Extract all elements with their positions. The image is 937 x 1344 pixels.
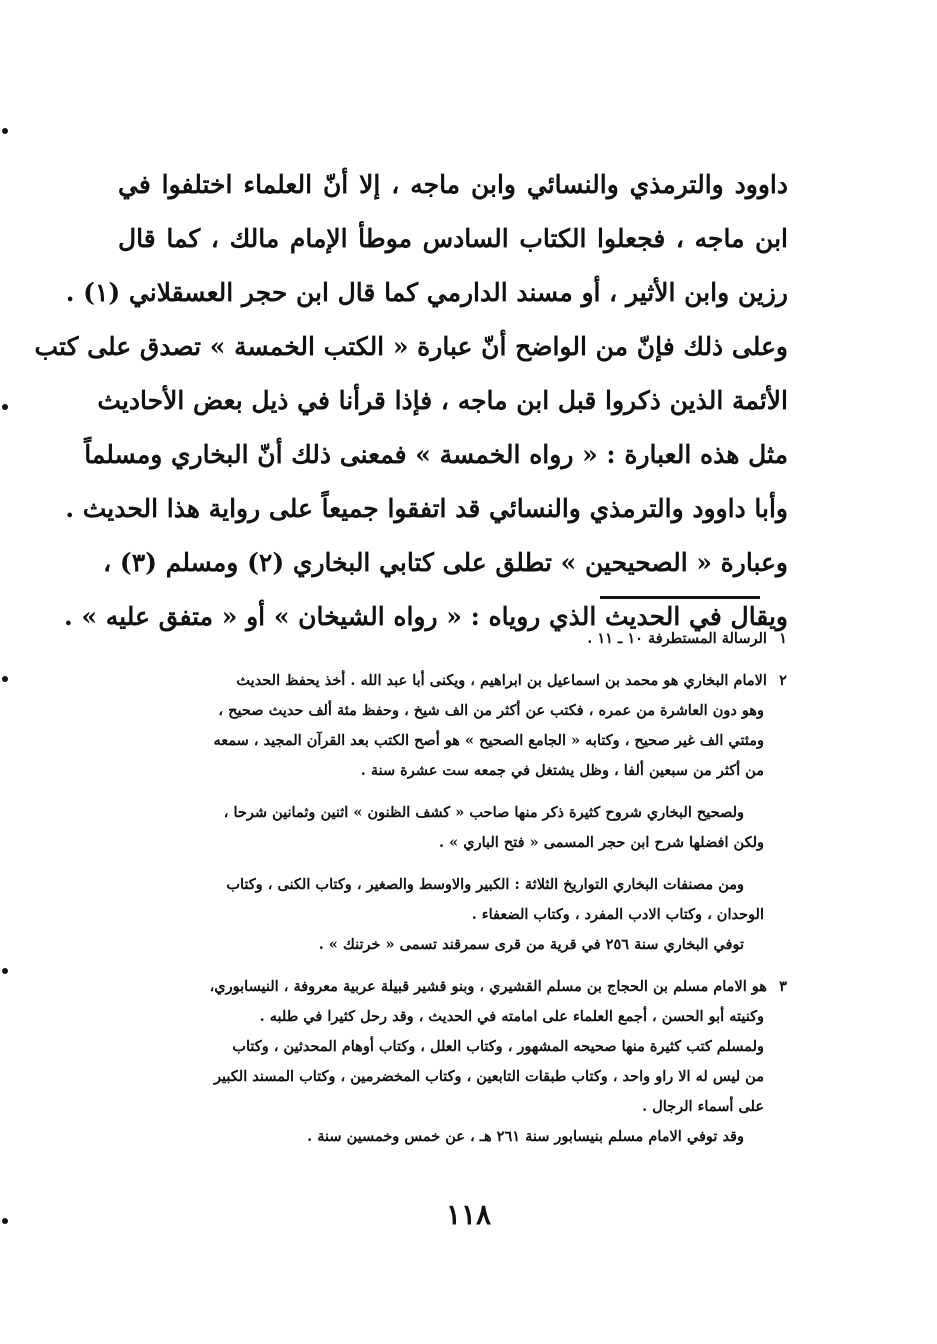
footnote-text: ولصحيح البخاري شروح كثيرة ذكر منها صاحب « كشف الظنون » اثنين وثمانين شرحا ،: [223, 804, 744, 821]
page-number: ١١٨: [445, 1198, 492, 1231]
footnote-text: وكنيته أبو الحسن ، أجمع العلماء على امامته في الحديث ، وقد رحل كثيرا في طلبه .: [259, 1008, 764, 1025]
footnote-text: الامام البخاري هو محمد بن اسماعيل بن ابراهيم ، ويكنى أبا عبد الله . أخذ يحفظ الحديث: [236, 672, 767, 689]
scan-mark: [2, 128, 8, 134]
footnote-separator: [600, 596, 760, 599]
body-line: داوود والترمذي والنسائي وابن ماجه ، إلا أنّ العلماء اختلفوا في: [118, 170, 788, 199]
body-line: ويقال في الحديث الذي روياه : « رواه الشيخان » أو « متفق عليه » .: [64, 602, 788, 631]
footnote-text: الوحدان ، وكتاب الادب المفرد ، وكتاب الضعفاء .: [471, 906, 764, 923]
footnote-text: هو الامام مسلم بن الحجاج بن مسلم القشيري ، وبنو قشير قبيلة عربية معروفة ، النيسابوري،: [209, 978, 767, 995]
footnote-text: ولكن افضلها شرح ابن حجر المسمى « فتح الباري » .: [439, 834, 764, 851]
footnote-text: توفي البخاري سنة ٢٥٦ في قرية من قرى سمرقند تسمى « خرتنك » .: [318, 936, 744, 953]
scan-mark: [2, 676, 8, 682]
footnote-text: ومئتي الف غير صحيح ، وكتابه « الجامع الصحيح » هو أصح الكتب بعد القرآن المجيد ، سمعه: [213, 732, 764, 749]
footnote-number: ١: [779, 630, 787, 647]
footnote-1: [118, 624, 794, 654]
footnote-text: على أسماء الرجال .: [642, 1098, 764, 1115]
footnote-text: من ليس له الا راو واحد ، وكتاب طبقات التابعين ، وكتاب المخضرمين ، وكتاب المسند الكبير: [214, 1068, 764, 1085]
footnote-text: وقد توفي الامام مسلم بنيسابور سنة ٢٦١ هـ ، عن خمس وخمسين سنة .: [307, 1128, 744, 1145]
scan-mark: [2, 404, 8, 410]
footnotes: [118, 624, 794, 1152]
footnote-text: ولمسلم كتب كثيرة منها صحيحه المشهور ، وكتاب العلل ، وكتاب أوهام المحدثين ، وكتاب: [232, 1038, 764, 1055]
footnote-text: وهو دون العاشرة من عمره ، فكتب عن أكثر من الف شيخ ، وحفظ مئة ألف حديث صحيح ،: [218, 702, 764, 719]
footnote-2: [118, 666, 794, 696]
body-line: الأئمة الذين ذكروا قبل ابن ماجه ، فإذا قرأنا في ذيل بعض الأحاديث: [97, 386, 788, 415]
body-line: وعلى ذلك فإنّ من الواضح أنّ عبارة « الكتب الخمسة » تصدق على كتب: [34, 332, 788, 361]
body-line: وأبا داوود والترمذي والنسائي قد اتفقوا جميعاً على رواية هذا الحديث .: [65, 494, 788, 523]
scan-mark: [2, 1218, 8, 1224]
main-text: [34, 158, 788, 644]
footnote-text: الرسالة المستطرفة ١٠ ـ ١١ .: [587, 630, 767, 647]
footnote-text: ومن مصنفات البخاري التواريخ الثلاثة : الكبير والاوسط والصغير ، وكتاب الكنى ، وكتاب: [226, 876, 744, 893]
footnote-text: من أكثر من سبعين ألفا ، وظل يشتغل في جمعه ست عشرة سنة .: [360, 762, 764, 779]
body-line: ابن ماجه ، فجعلوا الكتاب السادس موطأ الإمام مالك ، كما قال: [118, 224, 788, 253]
scan-mark: [2, 968, 8, 974]
footnote-3: [118, 972, 794, 1002]
footnote-number: ٣: [779, 978, 787, 995]
body-line: وعبارة « الصحيحين » تطلق على كتابي البخاري (٢) ومسلم (٣) ،: [103, 548, 788, 577]
body-line: رزين وابن الأثير ، أو مسند الدارمي كما قال ابن حجر العسقلاني (١) .: [65, 278, 788, 307]
footnote-number: ٢: [779, 672, 787, 689]
body-line: مثل هذه العبارة : « رواه الخمسة » فمعنى ذلك أنّ البخاري ومسلماً: [84, 440, 788, 469]
